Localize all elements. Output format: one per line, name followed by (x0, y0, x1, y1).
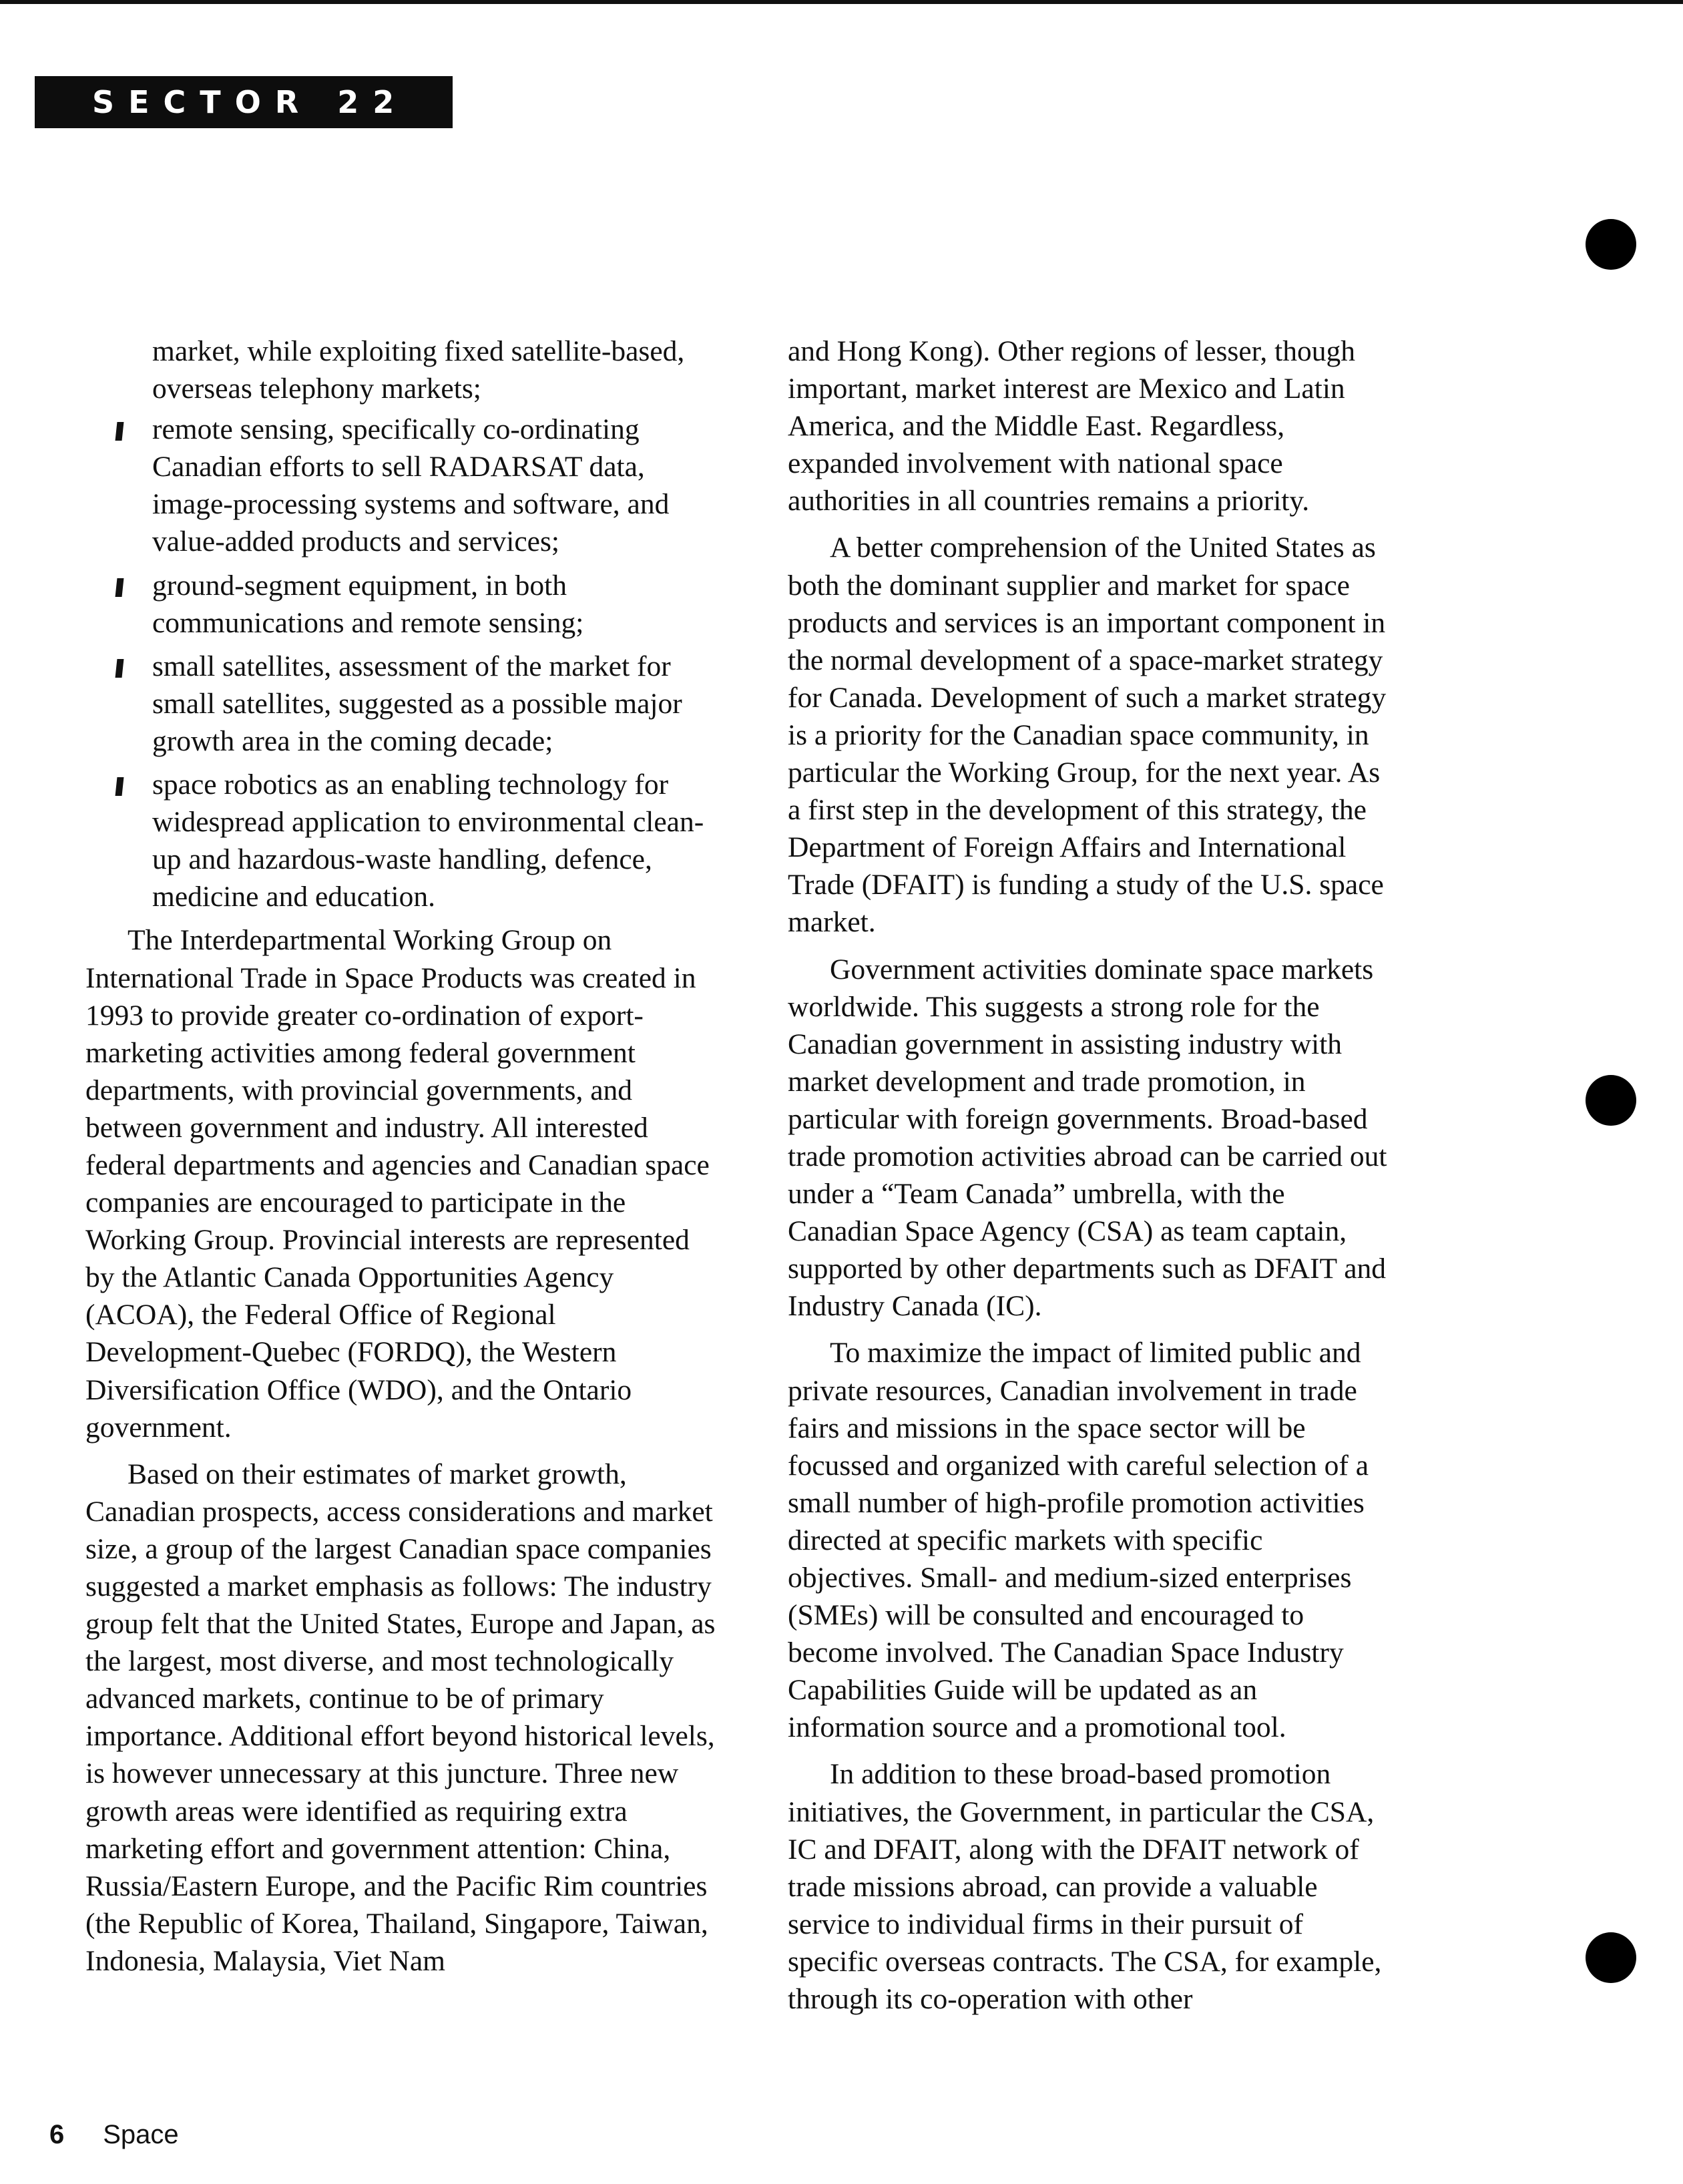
top-rule (0, 0, 1683, 4)
body-paragraph: In addition to these broad-based promotion initiatives, the Government, in particular the CSA, IC and DFAIT, along with the DFAIT network of trade missions abroad, can provide a valuable service to individual firms in their pursuit of specific overseas contracts. The CSA, for example, through its co-operation with other (788, 1758, 1382, 2016)
bullet-icon (115, 659, 124, 678)
body-paragraph: To maximize the impact of limited public and private resources, Canadian involvement in trade fairs and missions in the space sector will be focussed and organized with careful selection of a small number of high-profile promotion activities directed at specific markets with specific objectives. Small- and medium-sized enterprises (SMEs) will be consulted and encouraged to become involved. The Canadian Space Industry Capabilities Guide will be updated as an information source and a promotional tool. (788, 1337, 1369, 1744)
bullet-icon (115, 578, 124, 597)
list-item: ground-segment equipment, in both communications and remote sensing; (120, 567, 721, 642)
sector-header-tab (35, 76, 453, 128)
bullet-icon (115, 777, 124, 796)
continued-paragraph: and Hong Kong). Other regions of lesser, though important, market interest are Mexico and Latin America, and the Middle East. Regardless, expanded involvement with national space authorities in all countries remains a priority. (788, 335, 1355, 517)
body-paragraph: Based on their estimates of market growth, Canadian prospects, access considerations and market size, a group of the largest Canadian space companies suggested a market emphasis as follows: The industry group felt that the United States, Europe and Japan, as the largest, most diverse, and most technologically advanced markets, continue to be of primary importance. Additional effort beyond historical levels, is however unnecessary at this juncture. Three new growth areas were identified as requiring extra marketing effort and government attention: China, Russia/Eastern Europe, and the Pacific Rim countries (the Republic of Korea, Thailand, Singapore, Taiwan, Indonesia, Malaysia, Viet Nam (85, 1458, 716, 1977)
body-paragraph: A better comprehension of the United States as both the dominant supplier and market for space products and services is an important component in the normal development of a space-market strategy for Canada. Development of such a market strategy is a priority for the Canadian space community, in particular the Working Group, for the next year. As a first step in the development of this strategy, the Department of Foreign Affairs and International Trade (DFAIT) is funding a study of the U.S. space market. (788, 531, 1387, 939)
list-item: small satellites, assessment of the market for small satellites, suggested as a possible major growth area in the coming decade; (120, 648, 721, 760)
left-column (85, 333, 721, 1980)
bullet-icon (115, 422, 124, 441)
bullet-list (120, 411, 721, 915)
binder-hole-icon (1586, 219, 1636, 270)
body-paragraph: The Interdepartmental Working Group on International Trade in Space Products was created in 1993 to provide greater co-ordination of export-marketing activities among federal government departments, with provincial governments, and between government and industry. All interested federal departments and agencies and Canadian space companies are encouraged to participate in the Working Group. Provincial interests are represented by the Atlantic Canada Opportunities Agency (ACOA), the Federal Office of Regional Development-Quebec (FORDQ), the Western Diversification Office (WDO), and the Ontario government. (85, 924, 710, 1444)
binder-hole-icon (1586, 1932, 1636, 1983)
right-column (788, 333, 1389, 2018)
list-item: remote sensing, specifically co-ordinating Canadian efforts to sell RADARSAT data, image-processing systems and software, and value-added products and services; (120, 411, 721, 560)
binder-hole-icon (1586, 1075, 1636, 1126)
list-item: space robotics as an enabling technology for widespread application to environmental clean-up and hazardous-waste handling, defence, medicine and education. (120, 766, 721, 915)
page-footer (49, 2120, 179, 2150)
section-title: Space (103, 2120, 179, 2149)
page-number: 6 (49, 2120, 65, 2149)
continued-bullet-text: market, while exploiting fixed satellite-based, overseas telephony markets; (152, 335, 685, 405)
sector-label: SECTOR 22 (92, 84, 409, 120)
body-paragraph: Government activities dominate space markets worldwide. This suggests a strong role for the Canadian government in assisting industry with market development and trade promotion, in particular with foreign governments. Broad-based trade promotion activities abroad can be carried out under a “Team Canada” umbrella, with the Canadian Space Agency (CSA) as team captain, supported by other departments such as DFAIT and Industry Canada (IC). (788, 953, 1387, 1323)
